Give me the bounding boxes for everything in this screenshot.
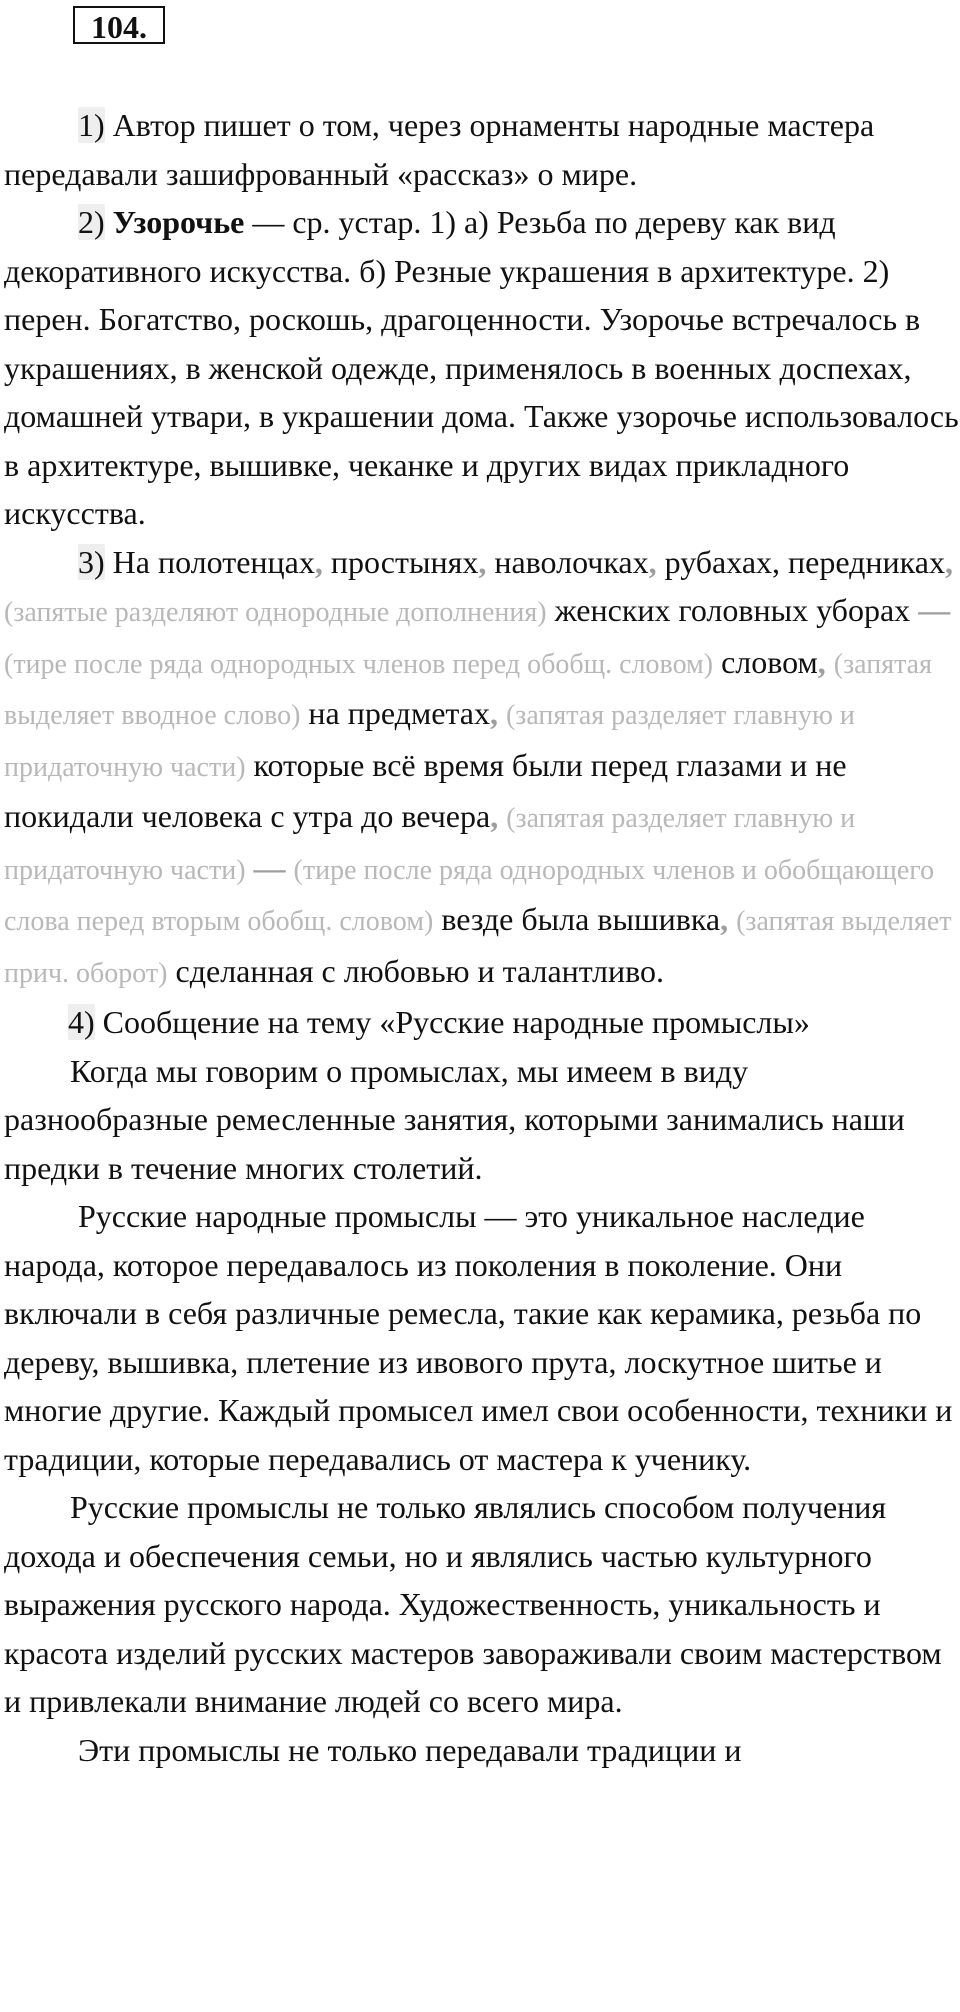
punctuation-mark: , [490, 798, 499, 834]
essay-paragraph-3: Русские промыслы не только являлись способом получения дохода и обеспечения семьи, но и являлись частью культурного выражения русского народа. Художественность, уникальность и красота изделий русских мастеров завораживали своим мастерством и привлекали внимание людей со всего мира. [4, 1489, 942, 1719]
punctuation-note: (запятая разделяет главную и придаточную части) [4, 700, 855, 783]
punctuation-note: (запятая разделяет главную и придаточную части) [4, 803, 856, 886]
punctuation-mark: — [918, 592, 951, 628]
punctuation-mark: , [314, 543, 323, 580]
punctuation-note: (запятые разделяют однородные дополнения) [4, 597, 547, 628]
punctuation-mark: , [648, 543, 657, 580]
punctuation-note: (запятая выделяет вводное слово) [4, 648, 932, 731]
item-number: 1) [78, 107, 105, 143]
task-number-box: 104. [73, 6, 165, 44]
item-4-heading [4, 998, 960, 1047]
punctuation-mark: , [489, 695, 498, 731]
item-2-definition: — ср. устар. 1) а) Резьба по дереву как вид декоративного искусства. б) Резные украшения в архитектуре. 2) перен. Богатство, роскошь, драгоценности. Узорочье встречалось в украшениях, в женской одежде, применялось в военных доспехах, домашней утвари, в украшении дома. Также узорочье использовалось в архитектуре, вышивке, чеканке и других видах прикладного искусства. [4, 204, 959, 531]
sentence-part: рубахах, передниках [664, 543, 945, 580]
dictionary-term: Узорочье [112, 204, 245, 240]
punctuation-note: (тире после ряда однородных членов и обобщающего слова перед вторым обобщ. словом) [4, 854, 935, 937]
sentence-part: На полотенцах [112, 543, 315, 580]
punctuation-mark: , [944, 543, 953, 580]
answer-text [4, 101, 960, 1774]
essay-title: Сообщение на тему «Русские народные промыслы» [102, 1004, 810, 1040]
punctuation-mark: — [253, 849, 286, 886]
sentence-part: на предметах [308, 695, 490, 731]
item-2 [4, 198, 960, 538]
essay-paragraph-4: Эти промыслы не только передавали традиции и [78, 1731, 742, 1768]
sentence-part: наволочках [494, 543, 649, 580]
item-1 [4, 101, 960, 198]
punctuation-note: (запятая выделяет прич. оборот) [4, 906, 952, 989]
sentence-part: сделанная с любовью и талантливо. [175, 952, 664, 989]
item-1-text: Автор пишет о том, через орнаменты народные мастера передавали зашифрованный «рассказ» о мире. [4, 107, 875, 192]
punctuation-mark: , [720, 901, 729, 937]
item-number: 2) [78, 204, 105, 240]
punctuation-mark: , [817, 643, 826, 680]
punctuation-mark: , [478, 543, 487, 580]
item-3 [4, 538, 960, 999]
sentence-part: женских головных уборах [554, 592, 911, 628]
sentence-part: везде была вышивка [441, 901, 721, 937]
punctuation-note: (тире после ряда однородных членов перед обобщ. словом) [4, 648, 714, 680]
sentence-part: которые всё время были перед глазами и не покидали человека с утра до вечера [4, 746, 847, 834]
sentence-part: словом [721, 643, 818, 680]
sentence-part: простынях [330, 543, 479, 580]
item-number: 3) [78, 543, 105, 580]
item-number: 4) [68, 1004, 95, 1040]
essay-paragraph-2: Русские народные промыслы — это уникальное наследие народа, которое передавалось из поколения в поколение. Они включали в себя различные ремесла, такие как керамика, резьба по дереву, вышивка, плетение из ивового прута, лоскутное шитье и многие другие. Каждый промысел имел свои особенности, техники и традиции, которые передавались от мастера к ученику. [4, 1198, 953, 1477]
essay-paragraph-1: Когда мы говорим о промыслах, мы имеем в виду разнообразные ремесленные занятия, которыми занимались наши предки в течение многих столетий. [4, 1052, 905, 1186]
